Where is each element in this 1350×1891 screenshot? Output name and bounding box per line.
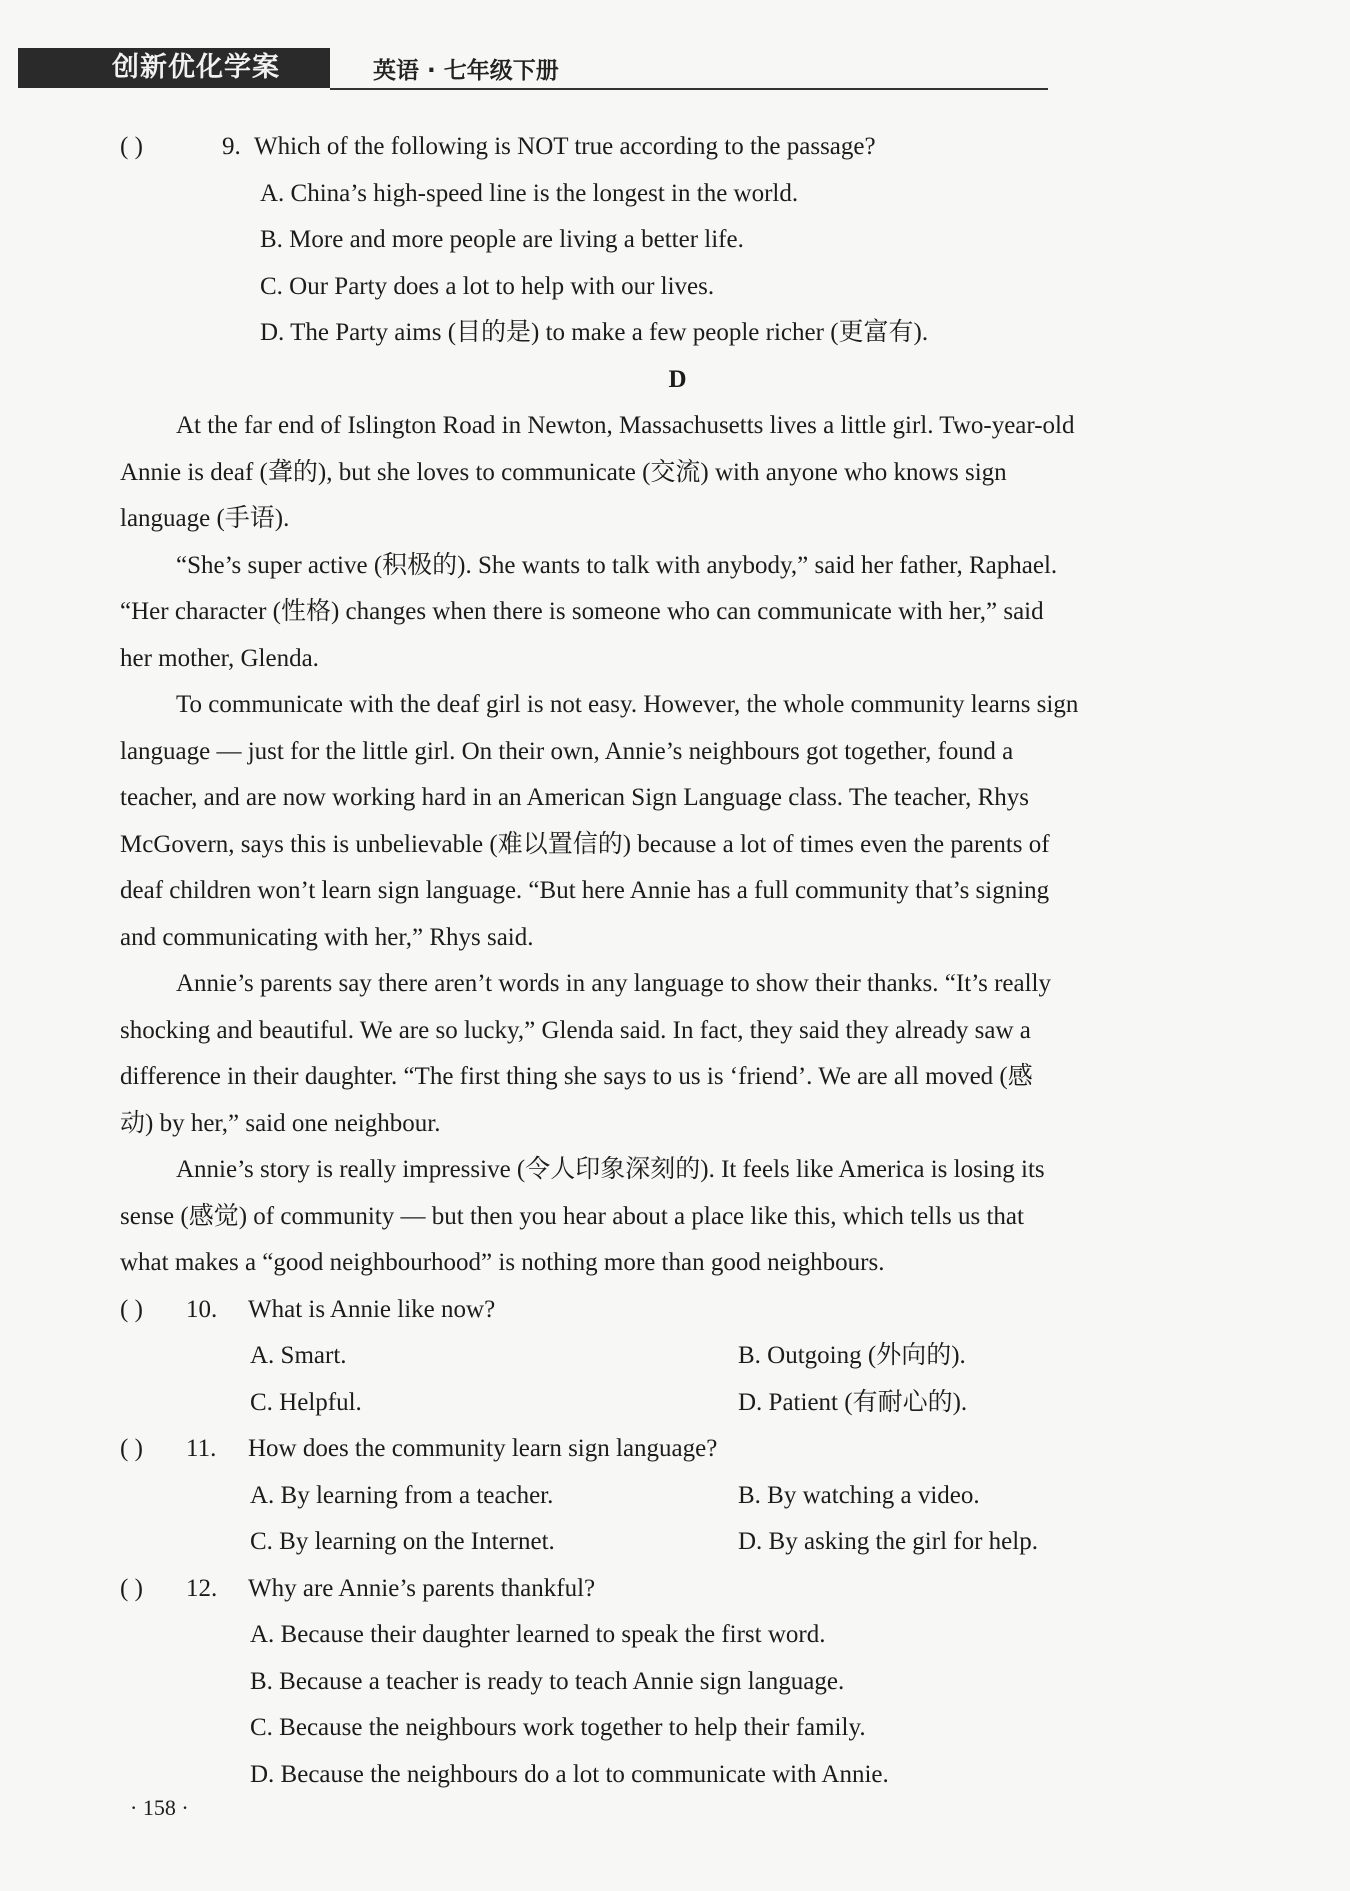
option-d: D. The Party aims (目的是) to make a few people richer (更富有). bbox=[260, 319, 929, 346]
question-text: How does the community learn sign language? bbox=[248, 1435, 718, 1462]
section-title: D bbox=[668, 365, 687, 393]
page-header bbox=[18, 48, 1048, 92]
option-a: A. China’s high-speed line is the longest in the world. bbox=[260, 179, 799, 207]
option-row bbox=[120, 1473, 1235, 1520]
question-11 bbox=[120, 1426, 1235, 1473]
passage-line: deaf children won’t learn sign language. “But here Annie has a full community that’s signing bbox=[120, 877, 1050, 904]
option-c: C. Because the neighbours work together to help their family. bbox=[250, 1714, 866, 1741]
option-a: A. Because their daughter learned to speak the first word. bbox=[250, 1621, 826, 1648]
question-10 bbox=[120, 1287, 1235, 1334]
option-row bbox=[120, 1380, 1235, 1427]
question-number: 9. bbox=[222, 133, 241, 160]
option-row bbox=[120, 1519, 1235, 1566]
option-c: C. Our Party does a lot to help with our lives. bbox=[260, 272, 715, 300]
answer-blank[interactable]: ( ) bbox=[120, 133, 143, 160]
option-b: B. By watching a video. bbox=[738, 1481, 980, 1509]
option-b: B. More and more people are living a better life. bbox=[260, 226, 744, 253]
passage-line: Annie’s parents say there aren’t words in any language to show their thanks. “It’s really bbox=[176, 970, 1051, 997]
option-b: B. Because a teacher is ready to teach Annie sign language. bbox=[250, 1667, 845, 1695]
passage-line: language (手语). bbox=[120, 505, 290, 532]
passage-line: “She’s super active (积极的). She wants to talk with anybody,” said her father, Raphael. bbox=[176, 551, 1058, 579]
option-c: C. Helpful. bbox=[250, 1388, 362, 1416]
passage-line: Annie’s story is really impressive (令人印象深刻的). It feels like America is losing its bbox=[176, 1156, 1045, 1183]
book-title: 英语 · 七年级下册 bbox=[373, 58, 559, 84]
question-text: Which of the following is NOT true according to the passage? bbox=[254, 133, 876, 160]
option-d: D. Patient (有耐心的). bbox=[738, 1388, 968, 1416]
page-number: · 158 · bbox=[130, 1795, 189, 1820]
option-b: B. Outgoing (外向的). bbox=[738, 1342, 966, 1369]
option-a: A. By learning from a teacher. bbox=[250, 1481, 554, 1509]
option-d: D. Because the neighbours do a lot to communicate with Annie. bbox=[250, 1760, 889, 1788]
passage-line: “Her character (性格) changes when there is someone who can communicate with her,” said bbox=[120, 598, 1044, 625]
question-text: What is Annie like now? bbox=[248, 1295, 496, 1323]
answer-blank[interactable]: ( ) bbox=[120, 1574, 143, 1602]
option-c: C. By learning on the Internet. bbox=[250, 1528, 555, 1555]
option-d: D. By asking the girl for help. bbox=[738, 1528, 1038, 1555]
answer-blank[interactable]: ( ) bbox=[120, 1295, 143, 1323]
passage-line: difference in their daughter. “The first thing she says to us is ‘friend’. We are all moved (感 bbox=[120, 1063, 1033, 1090]
passage-line: what makes a “good neighbourhood” is nothing more than good neighbours. bbox=[120, 1249, 885, 1276]
passage-line: To communicate with the deaf girl is not easy. However, the whole community learns sign bbox=[176, 691, 1079, 718]
series-brand: 创新优化学案 bbox=[18, 48, 330, 88]
answer-blank[interactable]: ( ) bbox=[120, 1435, 143, 1462]
question-text: Why are Annie’s parents thankful? bbox=[248, 1574, 596, 1602]
passage-line: her mother, Glenda. bbox=[120, 644, 319, 672]
passage-line: and communicating with her,” Rhys said. bbox=[120, 923, 534, 951]
passage-line: shocking and beautiful. We are so lucky,” Glenda said. In fact, they said they already saw a bbox=[120, 1016, 1031, 1044]
question-9 bbox=[120, 124, 1235, 171]
question-number: 10. bbox=[186, 1295, 218, 1323]
question-number: 12. bbox=[186, 1574, 218, 1602]
passage-line: sense (感觉) of community — but then you hear about a place like this, which tells us that bbox=[120, 1202, 1024, 1230]
question-12 bbox=[120, 1566, 1235, 1613]
passage-line: teacher, and are now working hard in an American Sign Language class. The teacher, Rhys bbox=[120, 784, 1030, 811]
passage-line: 动) by her,” said one neighbour. bbox=[120, 1109, 441, 1137]
question-number: 11. bbox=[186, 1435, 217, 1462]
passage-line: Annie is deaf (聋的), but she loves to communicate (交流) with anyone who knows sign bbox=[120, 458, 1007, 486]
passage-line: McGovern, says this is unbelievable (难以置信的) because a lot of times even the parents of bbox=[120, 830, 1050, 858]
passage-line: language — just for the little girl. On their own, Annie’s neighbours got together, found a bbox=[120, 737, 1014, 765]
passage bbox=[120, 403, 1235, 1287]
header-rule bbox=[330, 88, 1048, 90]
option-row bbox=[120, 1333, 1235, 1380]
option-a: A. Smart. bbox=[250, 1342, 347, 1369]
page-content bbox=[120, 124, 1235, 1798]
passage-line: At the far end of Islington Road in Newton, Massachusetts lives a little girl. Two-year-old bbox=[176, 412, 1075, 439]
